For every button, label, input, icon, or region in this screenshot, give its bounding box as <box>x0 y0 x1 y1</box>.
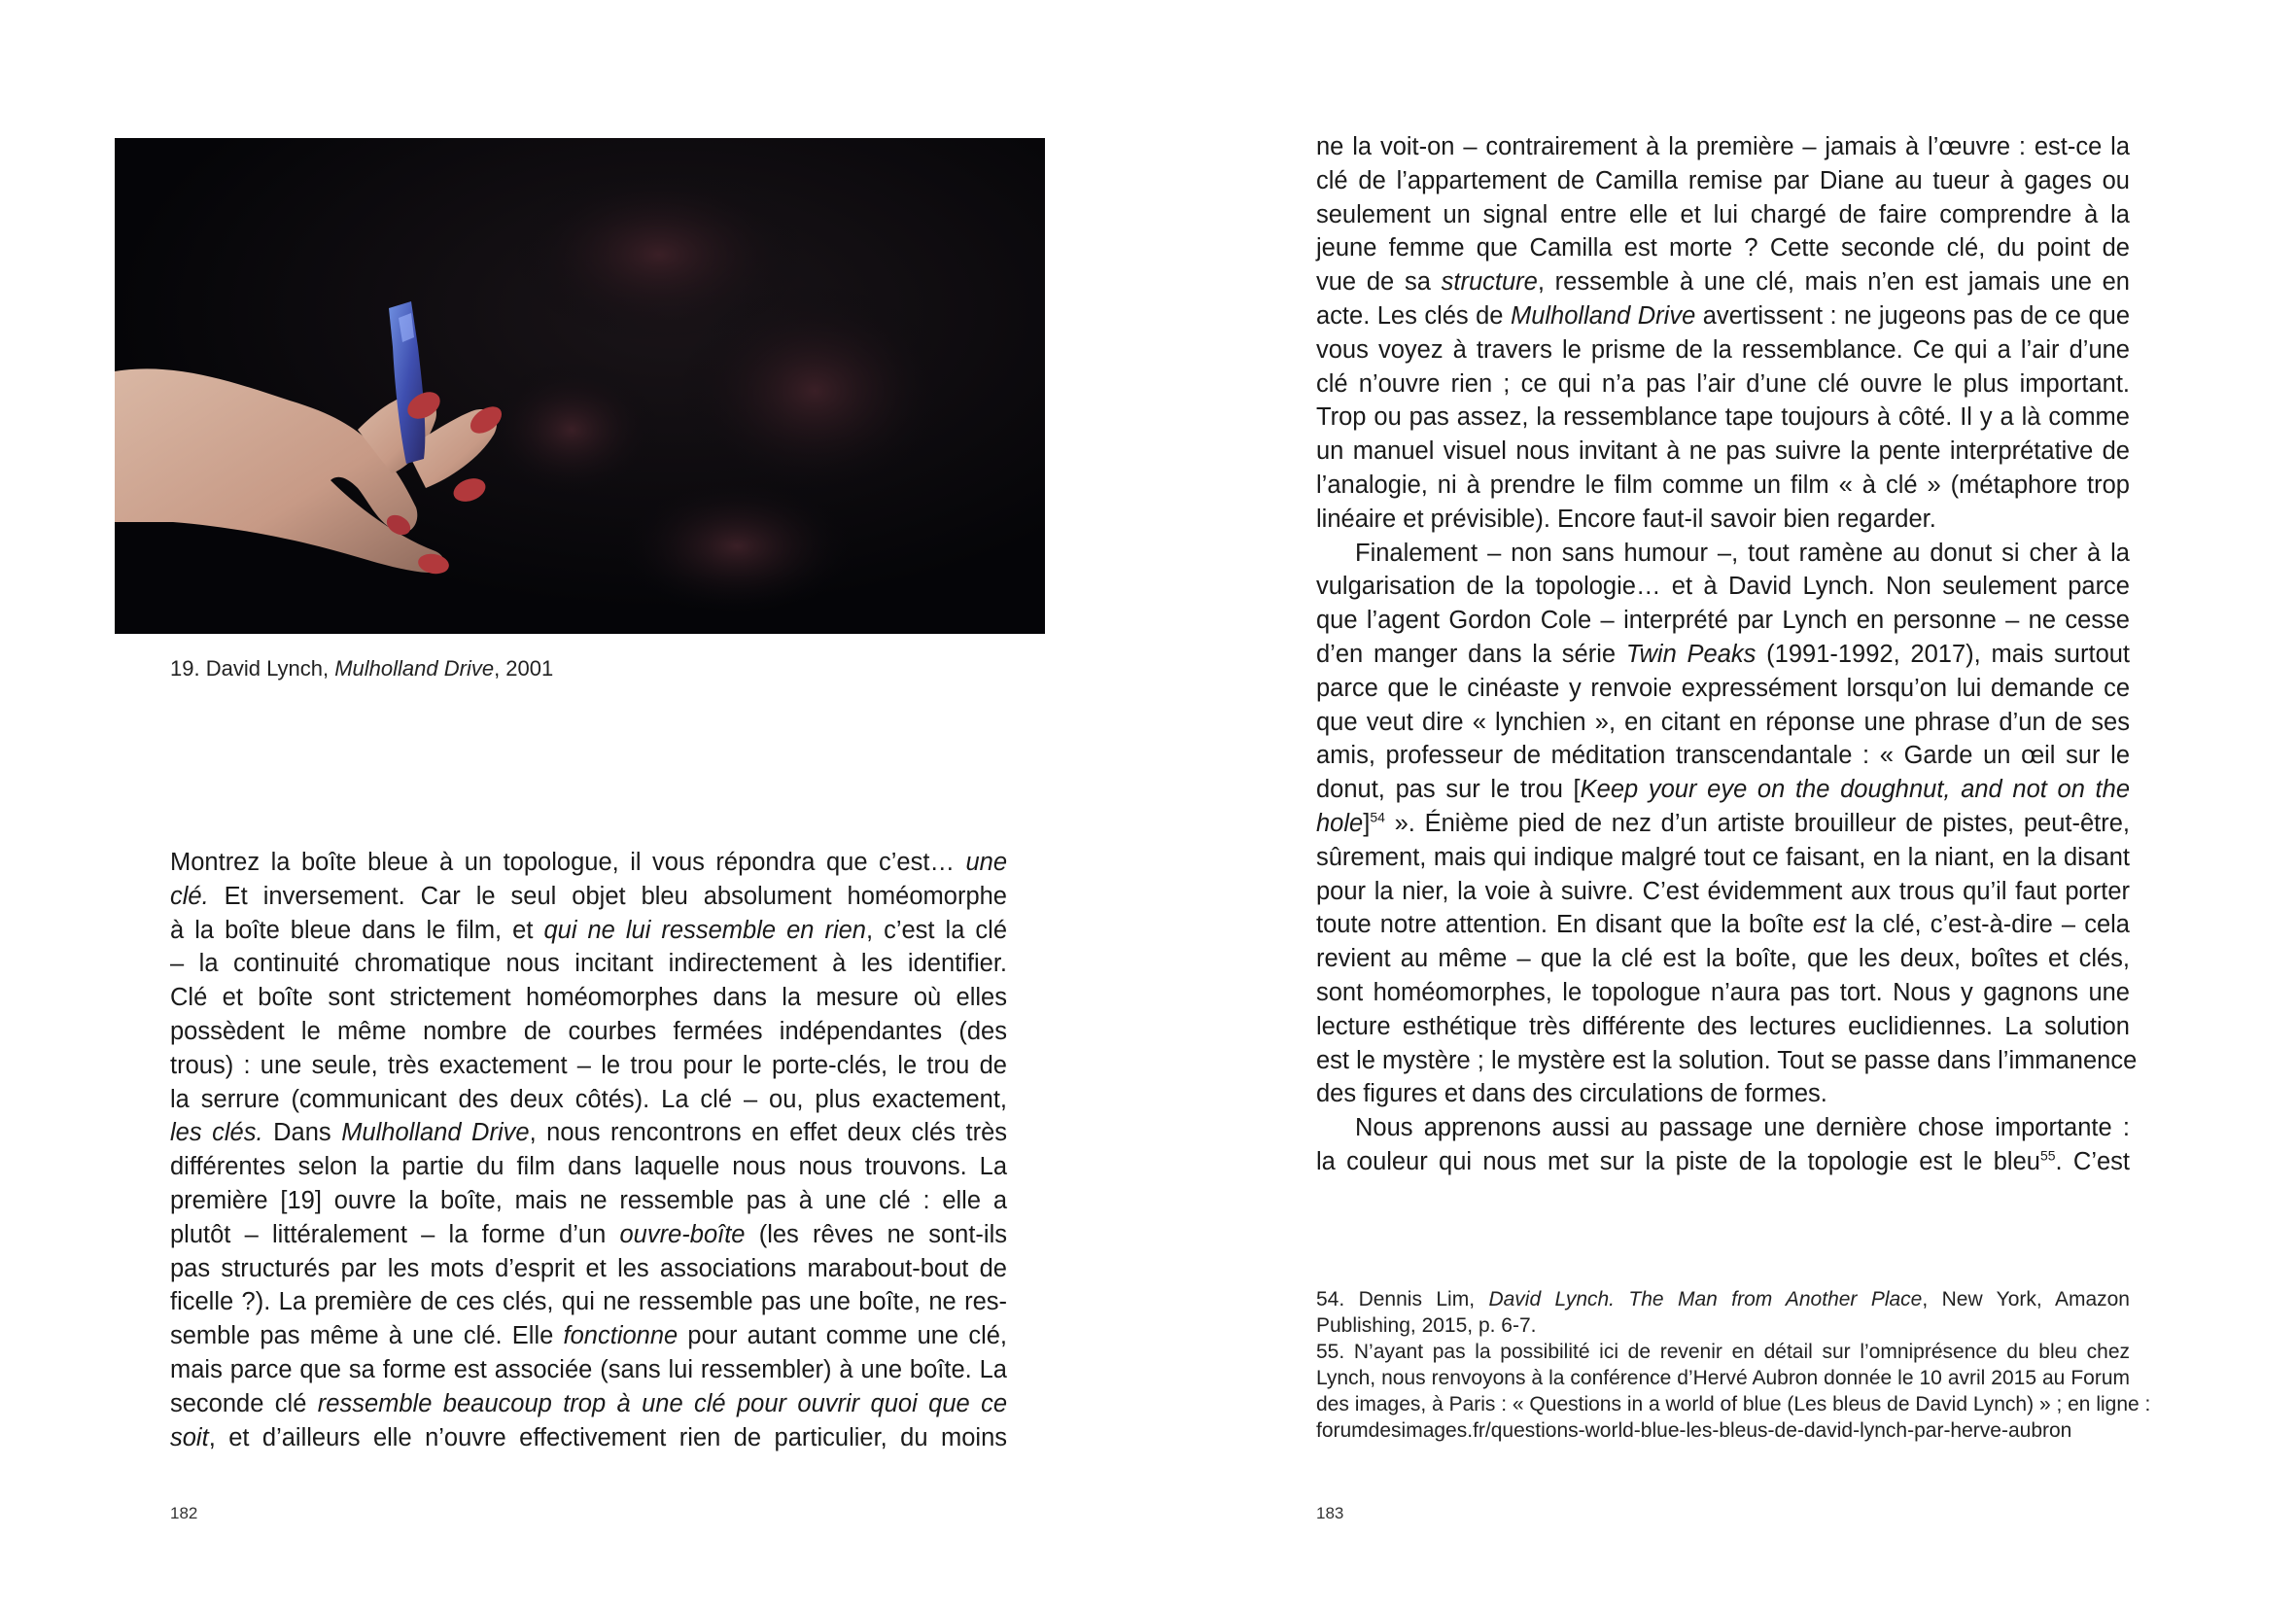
text-line: est le mystère ; le mystère est la solution. Tout se passe dans l’immanence <box>1316 1046 2138 1074</box>
text-line: Publishing, 2015, p. 6-7. <box>1316 1314 1537 1337</box>
text-line: la couleur qui nous met sur la piste de la topologie est le bleu$^{55}$. C’est <box>1316 1147 2130 1175</box>
text-line: Trop ou pas assez, la ressemblance tape toujours à côté. Il y a là comme <box>1316 403 2130 432</box>
text-line: sont homéomorphes, le topologue n’aura pas tort. Nous y gagnons une <box>1316 978 2130 1006</box>
page-number-right: 183 <box>1316 1504 1344 1522</box>
text-line: linéaire et prévisible). Encore faut-il savoir bien regarder. <box>1316 505 1936 533</box>
text-line: trous) : une seule, très exactement – le trou pour le porte-clés, le trou de <box>170 1051 1007 1079</box>
text-line: ne la voit-on – contrairement à la première – jamais à l’œuvre : est-ce la <box>1316 133 2130 160</box>
text-line: clé. Et inversement. Car le seul objet bleu absolument homéomorphe <box>170 882 1007 910</box>
page-number-left: 182 <box>170 1504 198 1522</box>
text-line: amis, professeur de méditation transcendantale : « Garde un œil sur le <box>1316 742 2130 770</box>
right-page <box>1148 0 2296 1607</box>
text-line: forumdesimages.fr/questions-world-blue-les-bleus-de-david-lynch-par-herve-aubron <box>1316 1419 2072 1442</box>
text-line: acte. Les clés de Mulholland Drive avertissent : ne jugeons pas de ce que <box>1316 301 2130 330</box>
figure-caption: 19. David Lynch, Mulholland Drive, 2001 <box>170 656 554 681</box>
text-line: Finalement – non sans humour –, tout ramène au donut si cher à la <box>1355 539 2130 567</box>
text-line: lecture esthétique très différente des lectures euclidiennes. La solution <box>1316 1012 2130 1040</box>
text-line: toute notre attention. En disant que la boîte est la clé, c’est-à-dire – cela <box>1316 911 2130 939</box>
text-line: vue de sa structure, ressemble à une clé, mais n’en est jamais une en <box>1316 268 2130 297</box>
text-line: semble pas même à une clé. Elle fonctionne pour autant comme une clé, <box>170 1322 1008 1350</box>
text-line: seconde clé ressemble beaucoup trop à une clé pour ouvrir quoi que ce <box>170 1389 1007 1417</box>
text-line: pour la nier, la voie à suivre. C’est évidemment aux trous qu’il faut porter <box>1316 877 2130 905</box>
text-line: revient au même – que la clé est la boîte, que les deux, boîtes et clés, <box>1316 945 2130 973</box>
text-line: un manuel visuel nous invitant à ne pas suivre la pente interprétative de <box>1316 437 2130 466</box>
text-line: première [19] ouvre la boîte, mais ne ressemble pas à une clé : elle a <box>170 1186 1007 1214</box>
text-line: des figures et dans des circulations de formes. <box>1316 1080 1827 1108</box>
text-line: sûrement, mais qui indique malgré tout ce faisant, en la niant, en la disant <box>1316 843 2130 871</box>
text-line: plutôt – littéralement – la forme d’un ouvre-boîte (les rêves ne sont-ils <box>170 1220 1007 1248</box>
text-line: hole]$^{54}$ ». Énième pied de nez d’un artiste brouilleur de pistes, peut-être, <box>1316 809 2130 837</box>
text-line: parce que le cinéaste y renvoie expressément lorsqu’on lui demande ce <box>1316 674 2130 702</box>
text-line: vulgarisation de la topologie… et à David Lynch. Non seulement parce <box>1316 573 2130 601</box>
text-line: jeune femme que Camilla est morte ? Cette seconde clé, du point de <box>1316 234 2130 262</box>
text-line: Nous apprenons aussi au passage une dernière chose importante : <box>1355 1114 2130 1142</box>
text-line: des images, à Paris : « Questions in a world of blue (Les bleus de David Lynch) » ; en ligne : <box>1316 1393 2151 1415</box>
footnotes <box>1316 1286 2151 1444</box>
text-line: clé de l’appartement de Camilla remise par Diane au tueur à gages ou <box>1316 166 2130 194</box>
text-line: vous voyez à travers le prisme de la ressemblance. Ce qui a l’air d’une <box>1316 335 2130 364</box>
text-line: possèdent le même nombre de courbes fermées indépendantes (des <box>170 1017 1007 1045</box>
text-line: différentes selon la partie du film dans laquelle nous nous trouvons. La <box>170 1153 1007 1181</box>
hand-holding-blue-key-image <box>115 138 1045 634</box>
text-line: les clés. Dans Mulholland Drive, nous rencontrons en effet deux clés très <box>170 1119 1008 1147</box>
left-body-text <box>170 846 1007 1454</box>
text-line: que l’agent Gordon Cole – interprété par Lynch en personne – ne cesse <box>1316 607 2130 635</box>
text-line: l’analogie, ni à prendre le film comme un film « à clé » (métaphore trop <box>1316 471 2130 499</box>
text-line: Lynch, nous renvoyons à la conférence d’Hervé Aubron donnée le 10 avril 2015 au Forum <box>1316 1367 2130 1389</box>
text-line: que veut dire « lynchien », en citant en réponse une phrase d’un de ses <box>1316 708 2130 736</box>
text-line: pas structurés par les mots d’esprit et les associations marabout-bout de <box>170 1254 1007 1282</box>
right-body-text <box>1316 130 2138 1179</box>
text-line: ficelle ?). La première de ces clés, qui ne ressemble pas une boîte, ne res- <box>170 1288 1007 1316</box>
text-line: seulement un signal entre elle et lui chargé de faire comprendre à la <box>1316 200 2130 228</box>
film-still-image <box>115 138 1045 634</box>
text-line: mais parce que sa forme est associée (sans lui ressembler) à une boîte. La <box>170 1355 1007 1383</box>
text-line: donut, pas sur le trou [Keep your eye on the doughnut, and not on the <box>1316 776 2130 804</box>
text-line: Montrez la boîte bleue à un topologue, il vous répondra que c’est… une <box>170 849 1007 876</box>
text-line: la serrure (communicant des deux côtés). La clé – ou, plus exactement, <box>170 1085 1007 1113</box>
text-line: 55. N’ayant pas la possibilité ici de revenir en détail sur l’omniprésence du bleu chez <box>1316 1341 2130 1363</box>
text-line: clé n’ouvre rien ; ce qui n’a pas l’air d’une clé ouvre le plus important. <box>1316 369 2130 398</box>
text-line: – la continuité chromatique nous incitant indirectement à les identifier. <box>170 950 1007 978</box>
text-line: Clé et boîte sont strictement homéomorphes dans la mesure où elles <box>170 984 1007 1012</box>
text-line: à la boîte bleue dans le film, et qui ne lui ressemble en rien, c’est la clé <box>170 916 1008 944</box>
text-line: d’en manger dans la série Twin Peaks (1991-1992, 2017), mais surtout <box>1316 640 2131 668</box>
text-line: 54. Dennis Lim, David Lynch. The Man from Another Place, New York, Amazon <box>1316 1288 2130 1310</box>
text-line: soit, et d’ailleurs elle n’ouvre effectivement rien de particulier, du moins <box>170 1423 1007 1451</box>
